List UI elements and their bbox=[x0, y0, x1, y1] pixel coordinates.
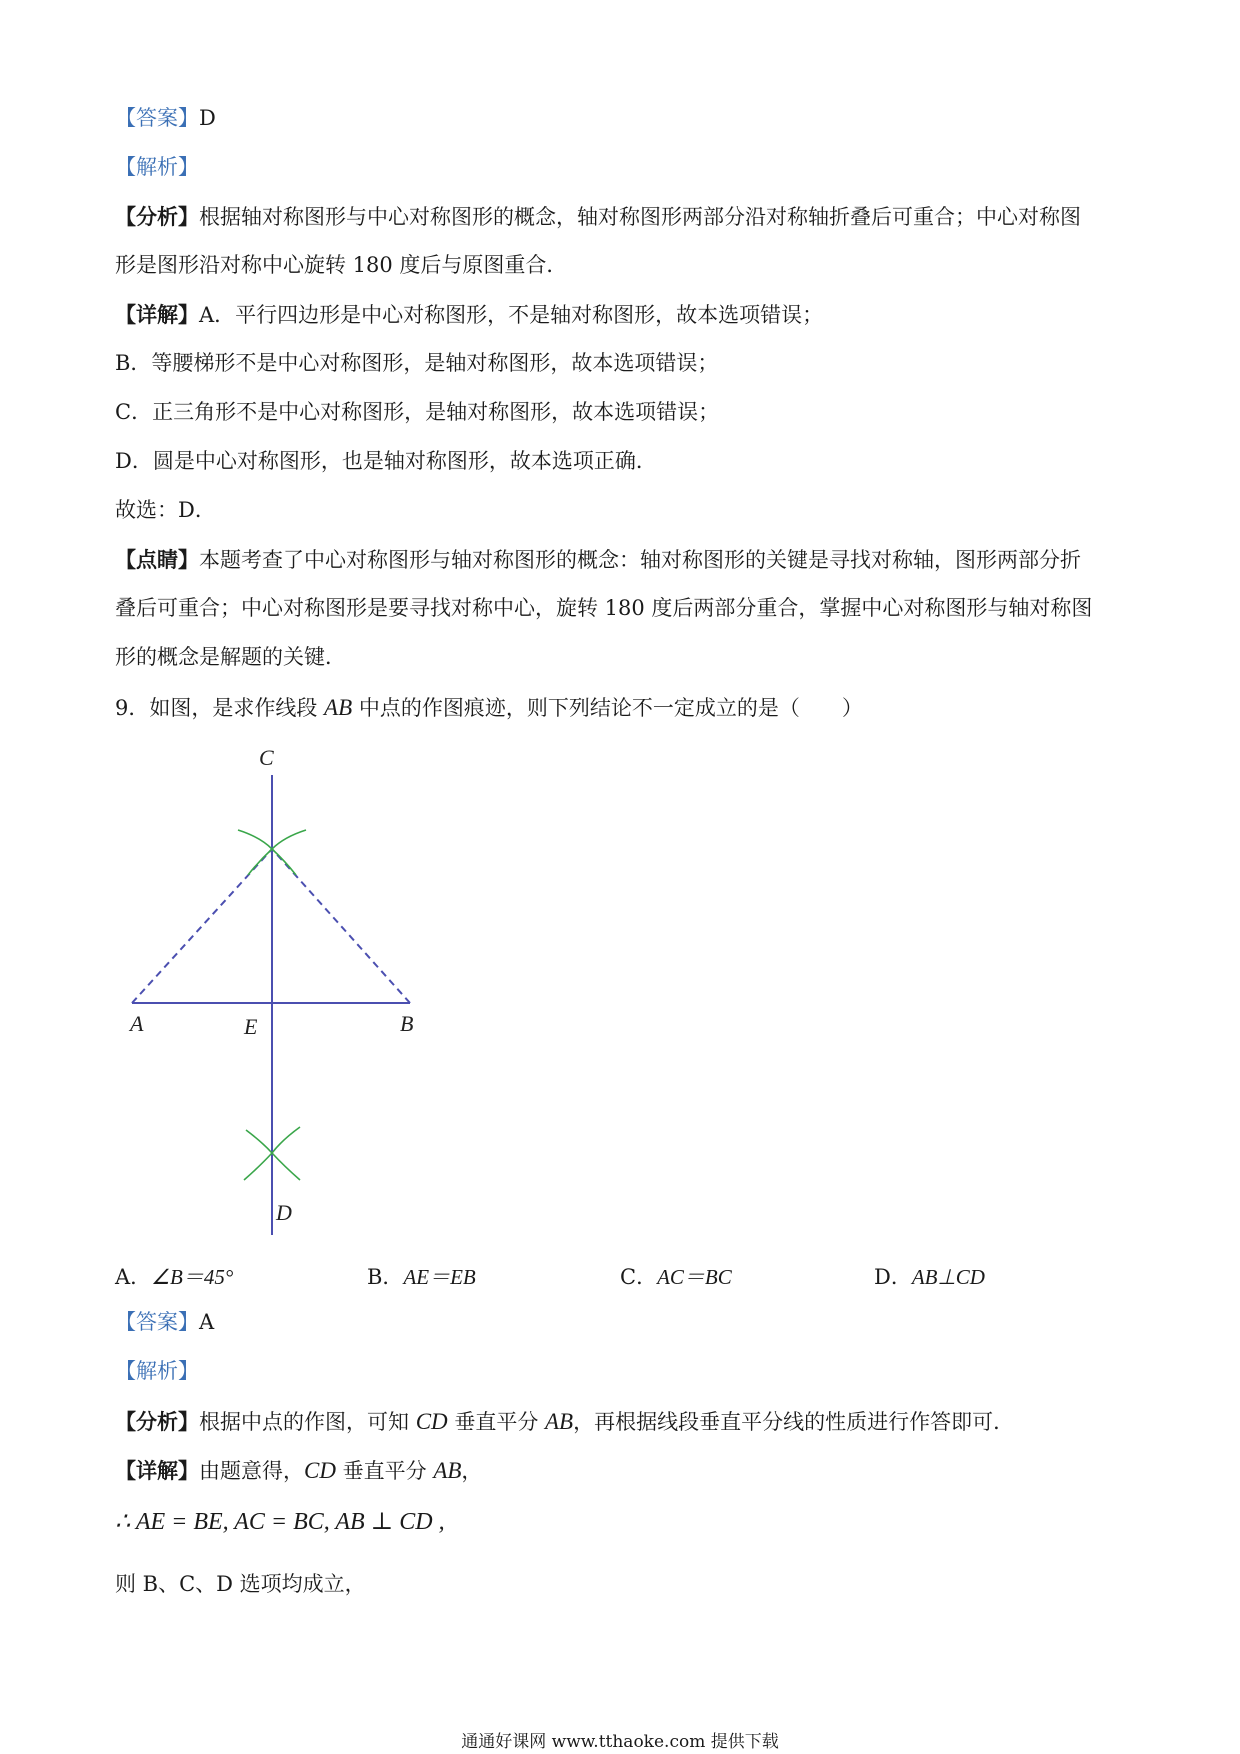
detail-line-a bbox=[115, 302, 823, 328]
label-c: C bbox=[259, 745, 274, 770]
upper-arc-1 bbox=[238, 830, 296, 875]
question-suffix: 中点的作图痕迹，则下列结论不一定成立的是（ ） bbox=[352, 696, 863, 720]
dianjing-tag: 【点睛】 bbox=[115, 547, 199, 572]
choice-line: 故选：D． bbox=[115, 498, 216, 522]
option-d-text: AB⊥CD bbox=[911, 1265, 985, 1289]
detail2-p2: 垂直平分 bbox=[335, 1459, 434, 1483]
answer-tag-2: 【答案】 bbox=[115, 1310, 199, 1334]
detail-line-b: B．等腰梯形不是中心对称图形，是轴对称图形，故本选项错误； bbox=[115, 351, 719, 375]
option-c bbox=[620, 1261, 732, 1291]
analysis2-ab: AB bbox=[545, 1409, 574, 1434]
option-a-text: ∠B＝45° bbox=[151, 1265, 234, 1289]
question-9 bbox=[115, 694, 863, 722]
jiexi-tag-1: 【解析】 bbox=[115, 155, 199, 179]
label-e: E bbox=[244, 1014, 258, 1039]
detail-tag: 【详解】 bbox=[115, 302, 199, 327]
detail2-p1: 由题意得， bbox=[199, 1459, 304, 1483]
option-d-label: D． bbox=[874, 1265, 912, 1289]
analysis-line-1 bbox=[115, 204, 1081, 230]
answer-line-1 bbox=[115, 106, 216, 131]
option-b-text: AE＝EB bbox=[403, 1265, 476, 1289]
answer-value: D bbox=[199, 106, 216, 130]
answer-tag: 【答案】 bbox=[115, 106, 199, 130]
detail2-ab: AB bbox=[433, 1458, 462, 1483]
option-c-text: AC＝BC bbox=[657, 1265, 732, 1289]
construction-figure bbox=[110, 735, 440, 1235]
answer-value-2: A bbox=[199, 1310, 215, 1334]
dianjing-line-1 bbox=[115, 547, 1081, 573]
detail-tag-2: 【详解】 bbox=[115, 1458, 199, 1483]
analysis2-cd: CD bbox=[415, 1409, 448, 1434]
option-b-label: B． bbox=[367, 1265, 404, 1289]
question-prefix: 9．如图，是求作线段 bbox=[115, 696, 325, 720]
option-c-label: C． bbox=[620, 1265, 658, 1289]
detail2-p3: ， bbox=[461, 1459, 483, 1483]
label-b: B bbox=[400, 1011, 414, 1036]
label-d: D bbox=[276, 1200, 292, 1225]
question-ab: AB bbox=[324, 695, 353, 720]
analysis-tag-2: 【分析】 bbox=[115, 1409, 199, 1434]
dianjing-line-2: 叠后可重合；中心对称图形是要寻找对称中心，旋转 180 度后两部分重合，掌握中心对称图形与轴对称图 bbox=[115, 596, 1093, 620]
dianjing-line-3: 形的概念是解题的关键． bbox=[115, 645, 346, 669]
analysis2-p1: 根据中点的作图，可知 bbox=[199, 1410, 416, 1434]
detail-line-d: D．圆是中心对称图形，也是轴对称图形，故本选项正确． bbox=[115, 449, 657, 473]
option-a-label: A． bbox=[115, 1265, 152, 1289]
answer-line-2 bbox=[115, 1310, 214, 1335]
detail-line-2 bbox=[115, 1457, 482, 1485]
detail2-cd: CD bbox=[304, 1458, 336, 1483]
option-d bbox=[874, 1261, 985, 1291]
analysis2-p2: 垂直平分 bbox=[447, 1410, 545, 1434]
analysis-line-2: 形是图形沿对称中心旋转 180 度后与原图重合． bbox=[115, 253, 568, 277]
page-footer: 通通好课网 www.tthaoke.com 提供下载 bbox=[461, 1732, 779, 1752]
conclusion-line: 则 B、C、D 选项均成立， bbox=[115, 1572, 366, 1596]
detail-line-c: C．正三角形不是中心对称图形，是轴对称图形，故本选项错误； bbox=[115, 400, 720, 424]
formula-line: ∴ AE = BE, AC = BC, AB ⊥ CD , bbox=[115, 1509, 445, 1535]
detail-text-a: A．平行四边形是中心对称图形，不是轴对称图形，故本选项错误； bbox=[199, 303, 824, 327]
dianjing-text-1: 本题考查了中心对称图形与轴对称图形的概念：轴对称图形的关键是寻找对称轴，图形两部分折 bbox=[199, 548, 1081, 572]
jiexi-tag-2: 【解析】 bbox=[115, 1359, 199, 1383]
analysis-line-3 bbox=[115, 1408, 1014, 1436]
analysis-text-1: 根据轴对称图形与中心对称图形的概念，轴对称图形两部分沿对称轴折叠后可重合；中心对称图 bbox=[199, 205, 1081, 229]
option-b bbox=[367, 1261, 476, 1291]
label-a: A bbox=[130, 1011, 144, 1036]
analysis-tag: 【分析】 bbox=[115, 204, 199, 229]
option-a bbox=[115, 1261, 233, 1291]
upper-arc-2 bbox=[248, 830, 306, 875]
analysis2-p3: ，再根据线段垂直平分线的性质进行作答即可． bbox=[573, 1410, 1015, 1434]
